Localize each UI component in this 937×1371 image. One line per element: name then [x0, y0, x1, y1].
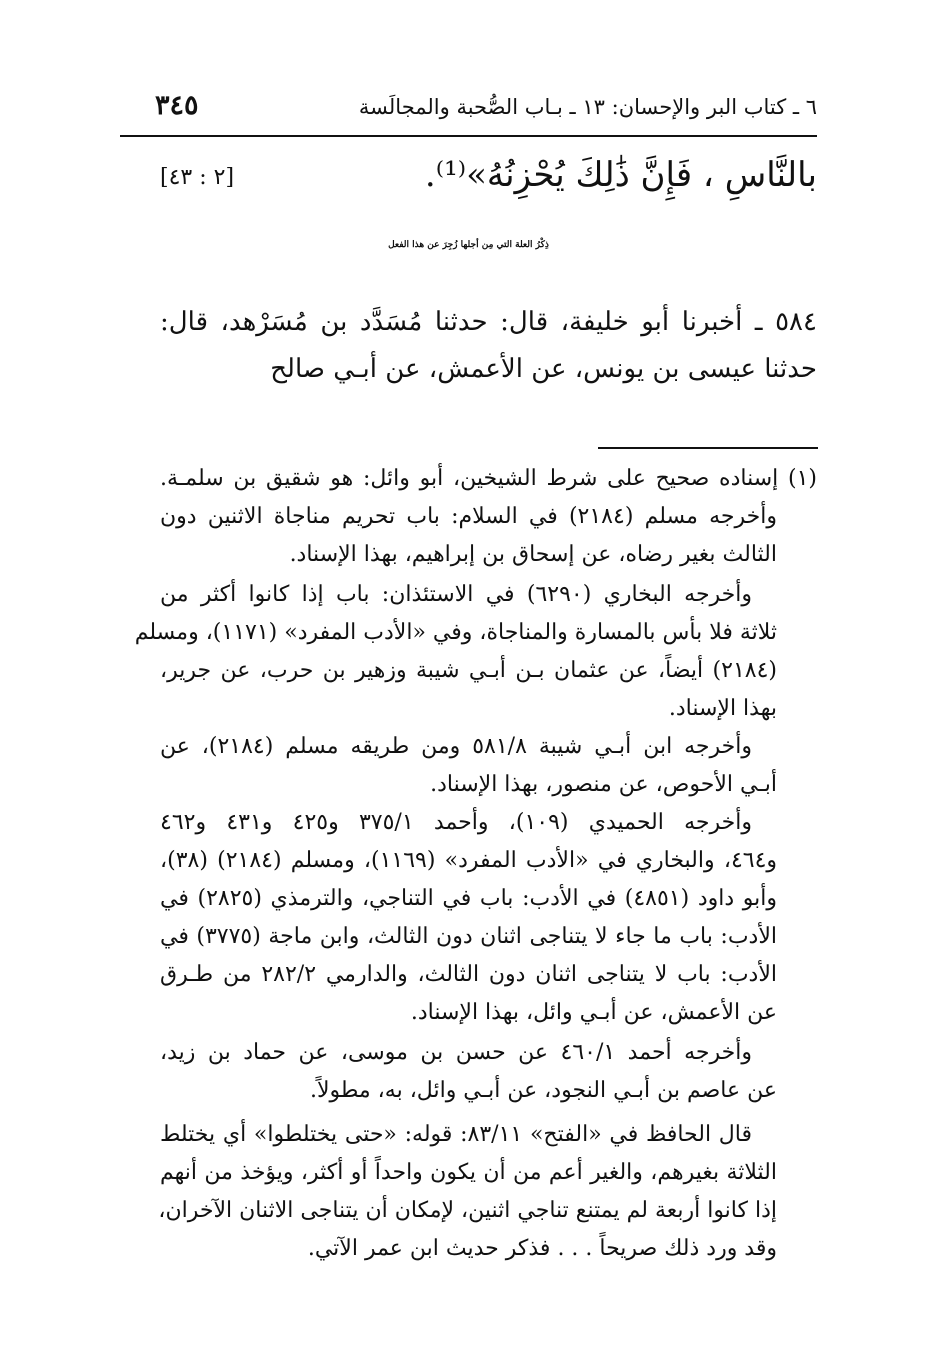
footnote-line: (١) إسناده صحيح على شرط الشيخين، أبو وائل: هو شقيق بن سلمـة.: [160, 466, 817, 491]
section-title: ذِكْرُ العلة التي مِن أجلها زُجِرَ عن هذا الفعل: [388, 240, 549, 250]
footnote-line: عن عاصم بن أبـي النجود، عن أبـي وائل، به، مطولاً.: [309, 1078, 777, 1103]
footnote-line: ثلاثة فلا بأس بالمسارة والمناجاة، وفي «الأدب المفرد» (١١٧١)، ومسلم: [134, 620, 777, 645]
footnote-line: الثالث بغير رضاه، عن إسحاق بن إبراهيم، بهذا الإسناد.: [289, 542, 777, 567]
page-number: ٣٤٥: [155, 90, 199, 121]
footnote-line: وأبو داود (٤٨٥١) في الأدب: باب في التناجي، والترمذي (٢٨٢٥) في: [160, 886, 778, 911]
hadith-line: حدثنا عيسى بن يونس، عن الأعمش، عن أبـي صالح: [270, 354, 817, 384]
hadith-line: ٥٨٤ ـ أخبرنا أبو خليفة، قال: حدثنا مُسَدَّد بن مُسَرْهد، قال:: [160, 307, 817, 337]
footnote-line: أبـي الأحوص، عن منصور، بهذا الإسناد.: [430, 772, 777, 797]
footnote-line: و٤٦٤، والبخاري في «الأدب المفرد» (١١٦٩)، ومسلم (٢١٨٤) (٣٨)،: [160, 848, 778, 873]
footnote-line: الأدب: باب لا يتناجى اثنان دون الثالث، والدارمي ٢٨٢/٢ من طـرق: [160, 962, 777, 987]
footnote-line: وقد ورد ذلك صريحاً . . . فذكر حديث ابن عمر الآتي.: [307, 1236, 777, 1261]
header-rule: [120, 135, 817, 137]
verse-reference: [٢ : ٤٣]: [160, 165, 235, 190]
footnote-rule: [598, 447, 818, 449]
footnote-line: (٢١٨٤) أيضاً، عن عثمان بـن أبـي شيبة وزهير بن حرب، عن جرير،: [160, 658, 777, 683]
footnote-line: قال الحافظ في «الفتح» ٨٣/١١: قوله: «حتى يختلطوا» أي يختلط: [160, 1122, 752, 1147]
footnote-line: وأخرجه البخاري (٦٢٩٠) في الاستئذان: باب إذا كانوا أكثر من: [160, 582, 753, 607]
footnote-line: بهذا الإسناد.: [668, 696, 777, 721]
footnote-line: الثلاثة بغيرهم، والغير أعم من أن يكون واحداً أو أكثر، ويؤخذ من أنهم: [160, 1160, 777, 1185]
footnote-line: عن الأعمش، عن أبـي وائل، بهذا الإسناد.: [410, 1000, 777, 1025]
running-head: ٦ ـ كتاب البر والإحسان: ١٣ ـ بـاب الصُّحبة والمجالَسة: [358, 95, 817, 119]
footnote-line: وأخرجه أحمد ٤٦٠/١ عن حسن بن موسى، عن حماد بن زيد،: [160, 1040, 753, 1065]
footnote-line: إذا كانوا أربعة لم يمتنع تناجي اثنين، لإمكان أن يتناجى الاثنان الآخران،: [158, 1198, 777, 1223]
footnote-line: وأخرجه الحميدي (١٠٩)، وأحمد ٣٧٥/١ و٤٢٥ و٤٣١ و٤٦٢: [160, 810, 752, 835]
footnote-line: وأخرجه ابن أبـي شيبة ٥٨١/٨ ومن طريقه مسلم (٢١٨٤)، عن: [160, 734, 752, 759]
verse-line: بالنَّاسِ ، فَإِنَّ ذَٰلِكَ يُحْزِنُهُ»⁽¹⁾.: [424, 155, 817, 195]
footnote-line: الأدب: باب ما جاء لا يتناجى اثنان دون الثالث، وابن ماجة (٣٧٧٥) في: [160, 924, 777, 949]
footnote-line: وأخرجه مسلم (٢١٨٤) في السلام: باب تحريم مناجاة الاثنين دون: [160, 504, 777, 529]
